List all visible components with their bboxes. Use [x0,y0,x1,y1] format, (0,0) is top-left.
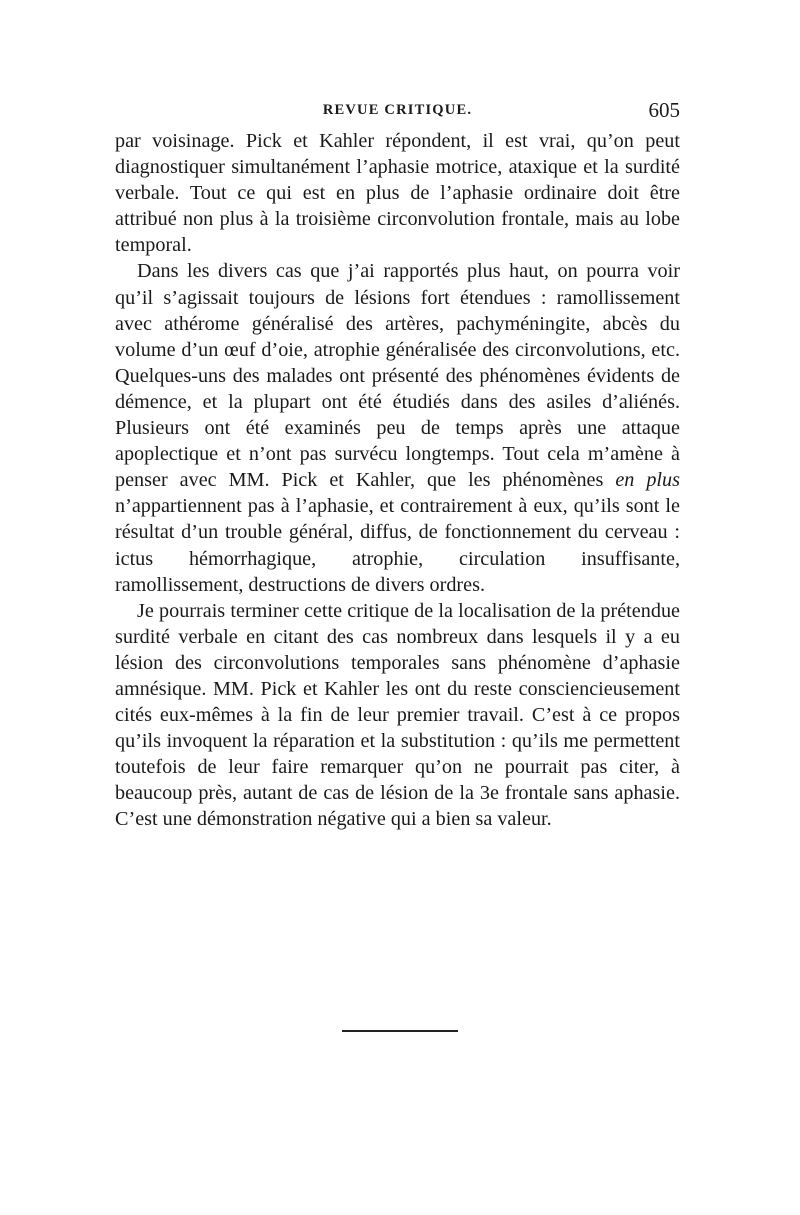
body-text [115,128,680,833]
paragraph-3-text: Je pourrais terminer cette critique de la localisation de la prétendue surdité verbale en citant des cas nombreux dans lesquels il y a eu lésion des circonvolutions temporales sans phénomène d’aphasie amnésique. MM. Pick et Kahler les ont du reste consciencieusement cités eux-mêmes à la fin de leur premier travail. C’est à ce propos qu’ils invoquent la réparation et la substitution : qu’ils me permettent toutefois de leur faire remarquer qu’on ne pourrait pas citer, à beaucoup près, autant de cas de lésion de la 3e frontale sans aphasie. C’est une démonstration négative qui a bien sa valeur. [115,599,680,831]
paragraph-2-text-end: n’appartiennent pas à l’aphasie, et contrairement à eux, qu’ils sont le résultat d’un trouble général, diffus, de fonctionnement du cerveau : ictus hémorrhagique, atrophie, circulation insuffisante, ramollissement, destructions de divers ordres. [115,495,680,596]
running-head [115,98,680,126]
running-title: REVUE CRITIQUE. [322,102,473,118]
paragraph-1 [115,128,680,258]
paragraph-3 [115,598,680,833]
paragraph-2-italic-term: en plus [615,469,680,492]
paragraph-2 [115,258,680,597]
page-number: 605 [648,98,680,122]
end-rule [342,1030,458,1032]
paragraph-1-text: par voisinage. Pick et Kahler répondent, il est vrai, qu’on peut diagnostiquer simultanément l’aphasie motrice, ataxique et la surdité verbale. Tout ce qui est en plus de l’aphasie ordinaire doit être attribué non plus à la troisième circonvolution frontale, mais au lobe temporal. [115,130,680,257]
paragraph-2-text-start: Dans les divers cas que j’ai rapportés plus haut, on pourra voir qu’il s’agissait toujours de lésions fort étendues : ramollissement avec athérome généralisé des artères, pachyméningite, abcès du volume d’un œuf d’oie, atrophie généralisée des circonvolutions, etc. Quelques-uns des malades ont présenté des phénomènes évidents de démence, et la plupart ont été étudiés dans des asiles d’aliénés. Plusieurs ont été examinés peu de temps après une attaque apoplectique et n’ont pas survécu longtemps. Tout cela m’amène à penser avec MM. Pick et Kahler, que les phénomènes [115,260,680,492]
